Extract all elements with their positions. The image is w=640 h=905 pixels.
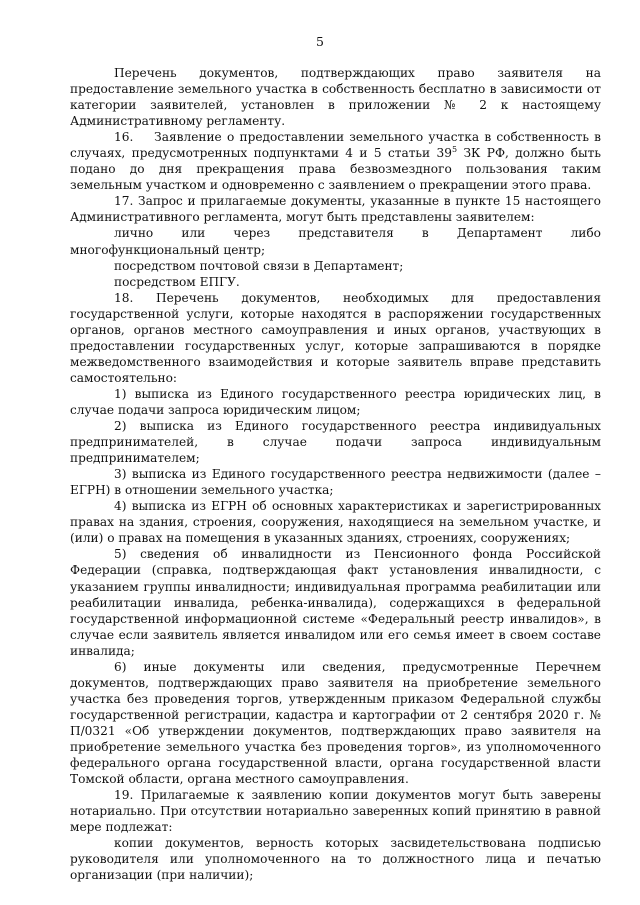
paragraph: 17. Запрос и прилагаемые документы, указанные в пункте 15 настоящего Административного регламента, могут быть представлены заявителем:	[70, 194, 601, 225]
list-item: 2) выписка из Единого государственного реестра индивидуальных предпринимателей, в случае подачи запроса индивидуальным предпринимателем;	[70, 419, 601, 466]
document-body	[70, 65, 601, 883]
paragraph: 18. Перечень документов, необходимых для предоставления государственной услуги, которые находятся в распоряжении государственных органов, органов местного самоуправления и иных органов, участвующих в предоставлении государственных услуг, которые запрашиваются в порядке межведомственного взаимодействия и которые заявитель вправе представить самостоятельно:	[70, 290, 601, 385]
paragraph: копии документов, верность которых засвидетельствована подписью руководителя или уполномоченного на то должностного лица и печатью организации (при наличии);	[70, 836, 601, 883]
paragraph: Перечень документов, подтверждающих право заявителя на предоставление земельного участка в собственность бесплатно в зависимости от категории заявителей, установлен в приложении № 2 к настоящему Административному регламенту.	[70, 66, 601, 129]
paragraph-16: 16. Заявление о предоставлении земельного участка в собственность в случаях, предусмотренных подпунктами 4 и 5 статьи $39^5$ ЗК РФ, должно быть подано до дня прекращения права безвозмездного пользования таким земельным участком и одновременно с заявлением о прекращении этого права.	[70, 130, 602, 193]
page-number: 5	[316, 34, 324, 49]
paragraph: 19. Прилагаемые к заявлению копии документов могут быть заверены нотариально. При отсутствии нотариально заверенных копий принятию в равной мере подлежат:	[70, 788, 601, 835]
list-item: 4) выписка из ЕГРН об основных характеристиках и зарегистрированных правах на здания, строения, сооружения, находящиеся на земельном участке, и (или) о правах на помещения в указанных зданиях, строениях, сооружениях;	[70, 499, 601, 546]
paragraph: лично или через представителя в Департамент либо многофункциональный центр;	[70, 226, 601, 257]
list-item: 6) иные документы или сведения, предусмотренные Перечнем документов, подтверждающих право заявителя на приобретение земельного участка без проведения торгов, утвержденным приказом Федеральной службы государственной регистрации, кадастра и картографии от 2 сентября 2020 г. № П/0321 «Об утверждении документов, подтверждающих право заявителя на приобретение земельного участка без проведения торгов», из уполномоченного федерального органа государственной власти, органа государственной власти Томской области, органа местного самоуправления.	[70, 659, 601, 787]
list-item: 1) выписка из Единого государственного реестра юридических лиц, в случае подачи запроса юридическим лицом;	[70, 386, 601, 417]
list-item: 3) выписка из Единого государственного реестра недвижимости (далее – ЕГРН) в отношении земельного участка;	[70, 467, 601, 498]
paragraph: посредством ЕПГУ.	[114, 274, 240, 289]
paragraph: посредством почтовой связи в Департамент;	[114, 258, 404, 273]
list-item: 5) сведения об инвалидности из Пенсионного фонда Российской Федерации (справка, подтверждающая факт установления инвалидности, с указанием группы инвалидности; индивидуальная программа реабилитации или реабилитации инвалида, ребенка-инвалида), содержащихся в федеральной государственной информационной системе «Федеральный реестр инвалидов», в случае если заявитель является инвалидом или его семья имеет в своем составе инвалида;	[70, 547, 601, 658]
